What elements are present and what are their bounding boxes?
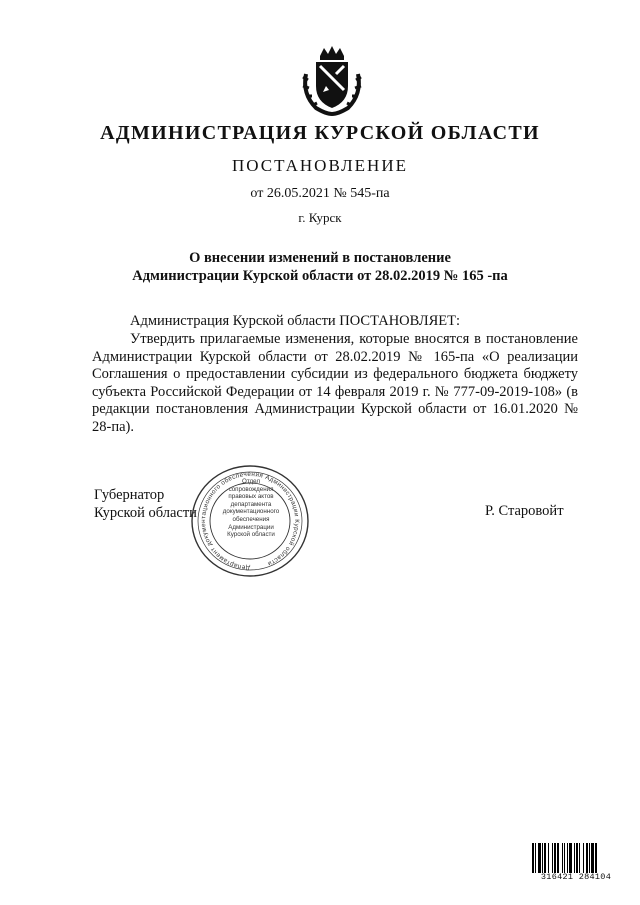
stamp-inner-line: сопровождения (228, 485, 274, 493)
barcode-bar (557, 843, 559, 873)
barcode-bar (544, 843, 546, 873)
barcode (531, 843, 621, 873)
subject-line-1: О внесении изменений в постановление (189, 250, 451, 266)
document-date-number: от 26.05.2021 № 545-па (250, 186, 390, 201)
stamp-inner-line: Отдел (242, 478, 260, 485)
signatory-title-line-1: Губернатор (94, 487, 165, 503)
barcode-bar (569, 843, 572, 873)
barcode-bar (564, 843, 565, 873)
document-subject (0, 249, 640, 285)
barcode-bar (552, 843, 553, 873)
stamp-inner-line: Курской области (227, 531, 275, 539)
document-city: г. Курск (298, 210, 342, 225)
barcode-bar (542, 843, 543, 873)
signatory-title (94, 486, 197, 522)
barcode-bar (591, 843, 594, 873)
barcode-bar (548, 843, 549, 873)
barcode-bar (595, 843, 597, 873)
stamp-inner-line: обеспечения (232, 515, 270, 523)
barcode-bar (586, 843, 588, 873)
stamp-inner-line: документационного (222, 508, 280, 516)
barcode-bar (574, 843, 575, 873)
coat-of-arms-emblem (296, 44, 368, 116)
preamble: Администрация Курской области ПОСТАНОВЛЯЕТ: (130, 313, 461, 329)
barcode-bar (554, 843, 556, 873)
organization-title: АДМИНИСТРАЦИЯ КУРСКОЙ ОБЛАСТИ (100, 122, 540, 144)
barcode-bar (579, 843, 580, 873)
stamp-ring-text: Департамент документационного обеспечения Администрации Курской области (200, 470, 301, 572)
barcode-number: 316421 284104 (540, 872, 612, 882)
document-type: ПОСТАНОВЛЕНИЕ (231, 156, 408, 175)
stamp-inner-line: Администрации (228, 523, 274, 531)
barcode-bar (535, 843, 536, 873)
stamp-inner-text (212, 478, 290, 539)
signatory-name: Р. Старовойт (485, 503, 564, 519)
stamp-inner-line: правовых актов (228, 493, 274, 501)
barcode-bar (589, 843, 590, 873)
barcode-bar (562, 843, 563, 873)
barcode-bar (567, 843, 568, 873)
body-paragraph: Утвердить прилагаемые изменения, которые вносятся в постановление Администрации Курской области от 28.02.2019 № 165-па «О реализации Соглашения о предоставлении субсидии из федерального бюджета бюджету субъекта Российской Федерации от 14 февраля 2019 г. № 777-09-2019-108» (в редакции постановления Администрации Курской области от 16.01.2020 № 28-па). (92, 331, 578, 435)
stamp-inner-line: департамента (230, 500, 272, 508)
signatory-title-line-2: Курской области (94, 505, 197, 521)
barcode-bar (532, 843, 534, 873)
barcode-bar (583, 843, 584, 873)
barcode-bar (538, 843, 541, 873)
subject-line-2: Администрации Курской области от 28.02.2019 № 165 -па (132, 268, 508, 284)
barcode-bar (576, 843, 578, 873)
